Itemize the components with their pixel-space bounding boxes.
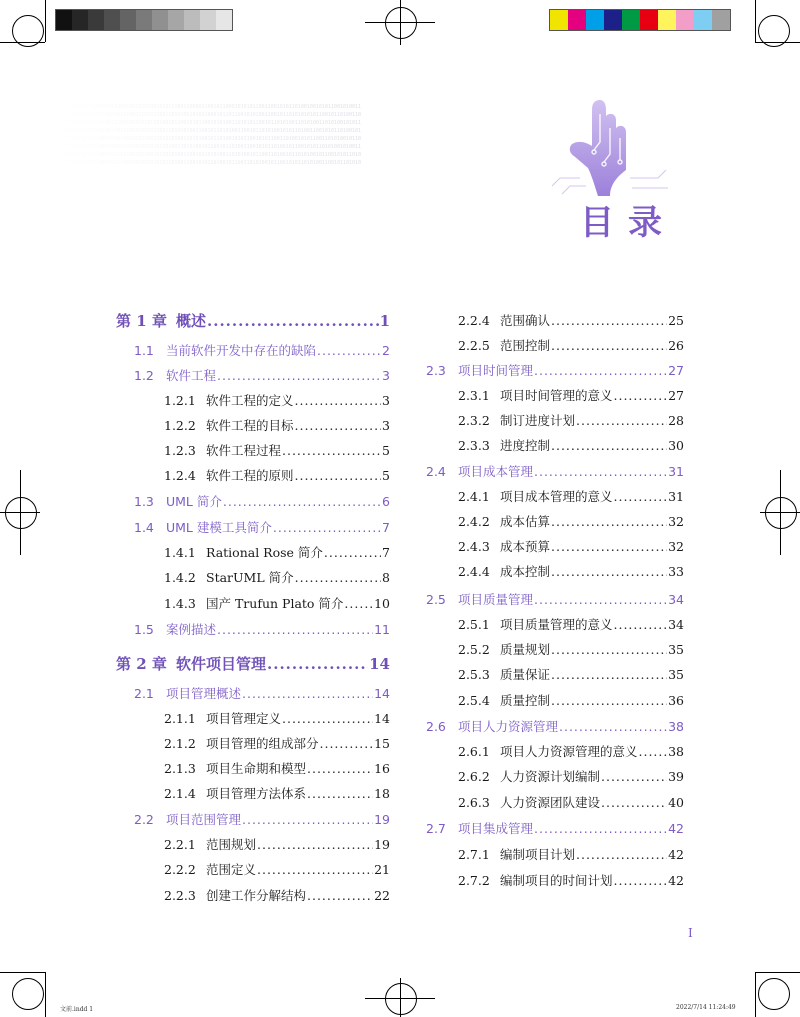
toc-entry-number: 2.2.5 bbox=[458, 338, 490, 353]
color-swatch bbox=[640, 10, 658, 30]
toc-entry-number: 2.6.3 bbox=[458, 795, 490, 810]
toc-entry-sub[interactable] bbox=[458, 336, 684, 354]
toc-entry-title: UML 简介 bbox=[166, 494, 222, 509]
toc-leader-dots bbox=[551, 693, 667, 708]
toc-entry-title: 项目人力资源管理 bbox=[458, 719, 559, 734]
toc-entry-sub[interactable] bbox=[164, 860, 390, 878]
toc-entry-page: 26 bbox=[668, 338, 684, 353]
toc-entry-number: 2.7.2 bbox=[458, 873, 490, 888]
toc-entry-title: 范围控制 bbox=[500, 338, 551, 353]
toc-entry-page: 42 bbox=[668, 873, 684, 888]
toc-entry-title: 项目管理方法体系 bbox=[206, 786, 307, 801]
toc-entry-sub[interactable] bbox=[458, 386, 684, 404]
toc-entry-sub[interactable] bbox=[458, 512, 684, 530]
toc-leader-dots bbox=[601, 795, 667, 810]
toc-entry-number: 2.4.3 bbox=[458, 539, 490, 554]
toc-leader-dots bbox=[534, 464, 667, 479]
toc-entry-title: 成本估算 bbox=[500, 514, 551, 529]
toc-leader-dots bbox=[223, 494, 381, 509]
toc-leader-dots bbox=[601, 769, 667, 784]
toc-leader-dots bbox=[614, 388, 668, 403]
toc-entry-sub[interactable] bbox=[458, 537, 684, 555]
toc-entry-number: 2.6.1 bbox=[458, 744, 490, 759]
toc-leader-dots bbox=[320, 736, 374, 751]
toc-entry-sub[interactable] bbox=[458, 665, 684, 683]
toc-entry-page: 40 bbox=[668, 795, 684, 810]
toc-entry-title: 编制项目计划 bbox=[500, 847, 576, 862]
toc-entry-number: 1.2.3 bbox=[164, 443, 196, 458]
toc-entry-page: 5 bbox=[382, 468, 390, 483]
toc-leader-dots bbox=[551, 313, 667, 328]
toc-entry-title: StarUML 简介 bbox=[206, 570, 294, 585]
toc-entry-title: 质量规划 bbox=[500, 642, 551, 657]
toc-leader-dots bbox=[551, 564, 667, 579]
toc-entry-sub[interactable] bbox=[458, 793, 684, 811]
toc-leader-dots bbox=[614, 873, 668, 888]
toc-leader-dots bbox=[614, 617, 668, 632]
toc-entry-page: 19 bbox=[374, 837, 390, 852]
toc-entry-number: 2.2.1 bbox=[164, 837, 196, 852]
color-swatch bbox=[622, 10, 640, 30]
toc-entry-title: 项目人力资源管理的意义 bbox=[500, 744, 638, 759]
toc-leader-dots bbox=[534, 821, 667, 836]
toc-entry-sec[interactable] bbox=[134, 366, 390, 384]
toc-leader-dots bbox=[534, 592, 667, 607]
toc-entry-page: 35 bbox=[668, 667, 684, 682]
toc-entry-title: 进度控制 bbox=[500, 438, 551, 453]
toc-entry-page: 38 bbox=[668, 744, 684, 759]
toc-entry-number: 1.1 bbox=[134, 343, 154, 358]
toc-entry-sec[interactable] bbox=[134, 810, 390, 828]
toc-entry-sub[interactable] bbox=[164, 709, 390, 727]
toc-entry-sub[interactable] bbox=[458, 411, 684, 429]
toc-entry-sub[interactable] bbox=[164, 759, 390, 777]
grayscale-swatch bbox=[168, 10, 184, 30]
toc-entry-number: 2.3.2 bbox=[458, 413, 490, 428]
toc-leader-dots bbox=[295, 468, 382, 483]
toc-entry-title: 软件工程过程 bbox=[206, 443, 282, 458]
toc-leader-dots bbox=[344, 596, 373, 611]
toc-entry-page: 30 bbox=[668, 438, 684, 453]
toc-entry-sec[interactable] bbox=[134, 341, 390, 359]
toc-entry-page: 3 bbox=[382, 418, 390, 433]
toc-entry-page: 18 bbox=[374, 786, 390, 801]
toc-entry-title: 范围定义 bbox=[206, 862, 257, 877]
toc-leader-dots bbox=[559, 719, 667, 734]
toc-entry-title: 范围规划 bbox=[206, 837, 257, 852]
toc-entry-title: Rational Rose 简介 bbox=[206, 545, 323, 560]
color-registration-bar bbox=[549, 9, 731, 31]
toc-entry-title: 项目集成管理 bbox=[458, 821, 534, 836]
toc-entry-number: 2.7 bbox=[426, 821, 446, 836]
toc-entry-sub[interactable] bbox=[458, 871, 684, 889]
toc-entry-sub[interactable] bbox=[458, 640, 684, 658]
toc-entry-title: 软件项目管理 bbox=[176, 655, 267, 673]
toc-entry-sub[interactable] bbox=[164, 835, 390, 853]
toc-leader-dots bbox=[282, 711, 373, 726]
toc-entry-title: 质量保证 bbox=[500, 667, 551, 682]
toc-entry-sec[interactable] bbox=[426, 361, 684, 379]
toc-entry-sub[interactable] bbox=[458, 562, 684, 580]
toc-entry-title: 编制项目的时间计划 bbox=[500, 873, 613, 888]
toc-entry-sub[interactable] bbox=[458, 436, 684, 454]
toc-entry-title: 成本控制 bbox=[500, 564, 551, 579]
toc-entry-page: 16 bbox=[374, 761, 390, 776]
toc-leader-dots bbox=[267, 655, 368, 673]
grayscale-bar bbox=[55, 9, 233, 31]
color-swatch bbox=[604, 10, 622, 30]
toc-entry-title: 项目时间管理的意义 bbox=[500, 388, 613, 403]
toc-entry-title: 创建工作分解结构 bbox=[206, 888, 307, 903]
toc-leader-dots bbox=[307, 786, 373, 801]
toc-leader-dots bbox=[551, 438, 667, 453]
toc-leader-dots bbox=[576, 847, 667, 862]
toc-entry-page: 8 bbox=[382, 570, 390, 585]
toc-entry-page: 27 bbox=[668, 388, 684, 403]
toc-leader-dots bbox=[551, 642, 667, 657]
toc-entry-page: 38 bbox=[668, 719, 684, 734]
toc-entry-title: 制订进度计划 bbox=[500, 413, 576, 428]
toc-leader-dots bbox=[317, 343, 381, 358]
color-swatch bbox=[550, 10, 568, 30]
toc-entry-page: 31 bbox=[668, 489, 684, 504]
toc-entry-number: 1.5 bbox=[134, 622, 154, 637]
toc-entry-page: 10 bbox=[374, 596, 390, 611]
toc-entry-number: 1.4.1 bbox=[164, 545, 196, 560]
toc-entry-sub[interactable] bbox=[164, 734, 390, 752]
toc-entry-number: 第 2 章 bbox=[116, 655, 167, 673]
grayscale-swatch bbox=[152, 10, 168, 30]
toc-entry-number: 2.1.4 bbox=[164, 786, 196, 801]
toc-entry-sub[interactable] bbox=[164, 416, 390, 434]
toc-leader-dots bbox=[324, 545, 381, 560]
toc-entry-title: 项目管理概述 bbox=[166, 686, 242, 701]
toc-entry-page: 21 bbox=[374, 862, 390, 877]
toc-entry-sec[interactable] bbox=[426, 462, 684, 480]
toc-entry-sub[interactable] bbox=[164, 466, 390, 484]
toc-entry-title: 项目范围管理 bbox=[166, 812, 242, 827]
toc-entry-sec[interactable] bbox=[134, 684, 390, 702]
toc-entry-number: 2.5.1 bbox=[458, 617, 490, 632]
toc-entry-number: 第 1 章 bbox=[116, 312, 167, 330]
toc-entry-number: 2.3 bbox=[426, 363, 446, 378]
toc-leader-dots bbox=[551, 514, 667, 529]
toc-entry-title: 成本预算 bbox=[500, 539, 551, 554]
toc-entry-sub[interactable] bbox=[164, 441, 390, 459]
toc-entry-sub[interactable] bbox=[164, 784, 390, 802]
toc-entry-sec[interactable] bbox=[426, 717, 684, 735]
toc-leader-dots bbox=[295, 570, 381, 585]
grayscale-swatch bbox=[216, 10, 232, 30]
toc-entry-sub[interactable] bbox=[458, 767, 684, 785]
toc-entry-title: 项目质量管理 bbox=[458, 592, 534, 607]
toc-leader-dots bbox=[295, 393, 382, 408]
toc-entry-number: 1.4.2 bbox=[164, 570, 196, 585]
toc-entry-page: 34 bbox=[668, 592, 684, 607]
toc-entry-page: 42 bbox=[668, 821, 684, 836]
toc-entry-sub[interactable] bbox=[164, 543, 390, 561]
toc-entry-page: 33 bbox=[668, 564, 684, 579]
toc-entry-number: 2.5.4 bbox=[458, 693, 490, 708]
toc-leader-dots bbox=[576, 413, 667, 428]
toc-entry-page: 15 bbox=[374, 736, 390, 751]
page-title: 目录 bbox=[580, 203, 676, 243]
toc-leader-dots bbox=[282, 443, 381, 458]
toc-entry-number: 2.1 bbox=[134, 686, 154, 701]
toc-entry-number: 2.3.1 bbox=[458, 388, 490, 403]
toc-entry-number: 2.2.2 bbox=[164, 862, 196, 877]
color-swatch bbox=[676, 10, 694, 30]
toc-entry-sub[interactable] bbox=[458, 691, 684, 709]
toc-leader-dots bbox=[639, 744, 668, 759]
toc-entry-sub[interactable] bbox=[164, 886, 390, 904]
toc-entry-sub[interactable] bbox=[164, 568, 390, 586]
toc-entry-number: 1.2 bbox=[134, 368, 154, 383]
footer-timestamp: 2022/7/14 11:24:49 bbox=[676, 1004, 736, 1011]
grayscale-swatch bbox=[56, 10, 72, 30]
toc-leader-dots bbox=[534, 363, 667, 378]
toc-entry-title: 项目管理的组成部分 bbox=[206, 736, 319, 751]
toc-entry-sec[interactable] bbox=[426, 590, 684, 608]
toc-entry-number: 2.2 bbox=[134, 812, 154, 827]
toc-entry-number: 2.4 bbox=[426, 464, 446, 479]
grayscale-swatch bbox=[120, 10, 136, 30]
toc-entry-page: 34 bbox=[668, 617, 684, 632]
color-swatch bbox=[586, 10, 604, 30]
toc-entry-number: 2.5.2 bbox=[458, 642, 490, 657]
toc-leader-dots bbox=[217, 368, 381, 383]
toc-entry-sec[interactable] bbox=[134, 620, 390, 638]
toc-entry-page: 11 bbox=[374, 622, 390, 637]
color-swatch bbox=[658, 10, 676, 30]
toc-entry-number: 1.2.4 bbox=[164, 468, 196, 483]
toc-entry-number: 2.4.4 bbox=[458, 564, 490, 579]
toc-entry-number: 1.4 bbox=[134, 520, 154, 535]
toc-entry-number: 2.5.3 bbox=[458, 667, 490, 682]
toc-entry-page: 39 bbox=[668, 769, 684, 784]
toc-entry-sub[interactable] bbox=[164, 391, 390, 409]
toc-entry-page: 27 bbox=[668, 363, 684, 378]
toc-entry-title: 软件工程的定义 bbox=[206, 393, 294, 408]
toc-entry-number: 1.2.2 bbox=[164, 418, 196, 433]
toc-entry-sub[interactable] bbox=[458, 615, 684, 633]
page-number: I bbox=[688, 926, 693, 940]
grayscale-swatch bbox=[136, 10, 152, 30]
toc-leader-dots bbox=[257, 862, 373, 877]
toc-entry-title: 软件工程的原则 bbox=[206, 468, 294, 483]
toc-entry-number: 2.6 bbox=[426, 719, 446, 734]
toc-entry-title: 项目成本管理 bbox=[458, 464, 534, 479]
grayscale-swatch bbox=[104, 10, 120, 30]
toc-entry-number: 1.2.1 bbox=[164, 393, 196, 408]
toc-entry-title: 当前软件开发中存在的缺陷 bbox=[166, 343, 317, 358]
toc-leader-dots bbox=[242, 686, 373, 701]
toc-entry-page: 7 bbox=[382, 520, 390, 535]
toc-entry-page: 36 bbox=[668, 693, 684, 708]
toc-entry-sec[interactable] bbox=[426, 819, 684, 837]
toc-entry-title: 项目管理定义 bbox=[206, 711, 282, 726]
toc-entry-number: 2.6.2 bbox=[458, 769, 490, 784]
color-swatch bbox=[568, 10, 586, 30]
toc-entry-number: 1.3 bbox=[134, 494, 154, 509]
toc-entry-number: 2.4.1 bbox=[458, 489, 490, 504]
toc-entry-title: 质量控制 bbox=[500, 693, 551, 708]
toc-entry-title: 人力资源团队建设 bbox=[500, 795, 601, 810]
toc-entry-sec[interactable] bbox=[134, 518, 390, 536]
toc-leader-dots bbox=[551, 539, 667, 554]
toc-entry-number: 1.4.3 bbox=[164, 596, 196, 611]
toc-entry-page: 7 bbox=[382, 545, 390, 560]
toc-leader-dots bbox=[614, 489, 668, 504]
toc-leader-dots bbox=[217, 622, 373, 637]
toc-entry-number: 2.1.3 bbox=[164, 761, 196, 776]
toc-leader-dots bbox=[551, 338, 667, 353]
toc-entry-number: 2.5 bbox=[426, 592, 446, 607]
color-swatch bbox=[712, 10, 730, 30]
toc-entry-page: 42 bbox=[668, 847, 684, 862]
toc-entry-page: 6 bbox=[382, 494, 390, 509]
toc-entry-page: 25 bbox=[668, 313, 684, 328]
toc-entry-title: 项目时间管理 bbox=[458, 363, 534, 378]
toc-entry-title: 项目质量管理的意义 bbox=[500, 617, 613, 632]
toc-entry-page: 5 bbox=[382, 443, 390, 458]
grayscale-swatch bbox=[200, 10, 216, 30]
toc-entry-page: 32 bbox=[668, 514, 684, 529]
toc-entry-title: 项目成本管理的意义 bbox=[500, 489, 613, 504]
toc-entry-title: 项目生命期和模型 bbox=[206, 761, 307, 776]
toc-entry-sub[interactable] bbox=[458, 845, 684, 863]
toc-entry-title: UML 建模工具简介 bbox=[166, 520, 272, 535]
toc-entry-page: 3 bbox=[382, 368, 390, 383]
toc-entry-sub[interactable] bbox=[458, 311, 684, 329]
toc-entry-title: 范围确认 bbox=[500, 313, 551, 328]
toc-entry-page: 3 bbox=[382, 393, 390, 408]
toc-leader-dots bbox=[257, 837, 373, 852]
toc-entry-title: 概述 bbox=[176, 312, 207, 330]
toc-entry-page: 1 bbox=[379, 312, 390, 330]
grayscale-swatch bbox=[72, 10, 88, 30]
toc-leader-dots bbox=[273, 520, 381, 535]
grayscale-swatch bbox=[184, 10, 200, 30]
toc-entry-page: 14 bbox=[374, 711, 390, 726]
toc-entry-title: 案例描述 bbox=[166, 622, 217, 637]
toc-entry-page: 31 bbox=[668, 464, 684, 479]
toc-entry-number: 2.2.3 bbox=[164, 888, 196, 903]
toc-entry-title: 人力资源计划编制 bbox=[500, 769, 601, 784]
toc-entry-page: 2 bbox=[382, 343, 390, 358]
toc-entry-title: 软件工程的目标 bbox=[206, 418, 294, 433]
toc-entry-number: 2.2.4 bbox=[458, 313, 490, 328]
toc-leader-dots bbox=[295, 418, 382, 433]
toc-entry-title: 软件工程 bbox=[166, 368, 217, 383]
grayscale-swatch bbox=[88, 10, 104, 30]
color-swatch bbox=[694, 10, 712, 30]
toc-entry-page: 32 bbox=[668, 539, 684, 554]
toc-entry-number: 2.3.3 bbox=[458, 438, 490, 453]
toc-entry-sub[interactable] bbox=[458, 742, 684, 760]
toc-leader-dots bbox=[242, 812, 373, 827]
toc-leader-dots bbox=[551, 667, 667, 682]
toc-entry-sub[interactable] bbox=[164, 594, 390, 612]
toc-entry-number: 2.4.2 bbox=[458, 514, 490, 529]
toc-entry-number: 2.7.1 bbox=[458, 847, 490, 862]
toc-entry-page: 14 bbox=[374, 686, 390, 701]
toc-entry-sub[interactable] bbox=[458, 487, 684, 505]
toc-entry-page: 14 bbox=[369, 655, 390, 673]
toc-leader-dots bbox=[307, 888, 373, 903]
toc-entry-title: 国产 Trufun Plato 简介 bbox=[206, 596, 344, 611]
toc-entry-page: 19 bbox=[374, 812, 390, 827]
toc-entry-sec[interactable] bbox=[134, 492, 390, 510]
toc-leader-dots bbox=[307, 761, 373, 776]
toc-entry-page: 22 bbox=[374, 888, 390, 903]
toc-entry-page: 28 bbox=[668, 413, 684, 428]
toc-entry-page: 35 bbox=[668, 642, 684, 657]
toc-entry-number: 2.1.2 bbox=[164, 736, 196, 751]
toc-entry-number: 2.1.1 bbox=[164, 711, 196, 726]
toc-entry-ch[interactable] bbox=[116, 653, 390, 674]
footer-file-label: 文前.indd 1 bbox=[60, 1006, 94, 1013]
toc-leader-dots bbox=[207, 312, 379, 330]
toc-entry-ch[interactable] bbox=[116, 310, 390, 331]
